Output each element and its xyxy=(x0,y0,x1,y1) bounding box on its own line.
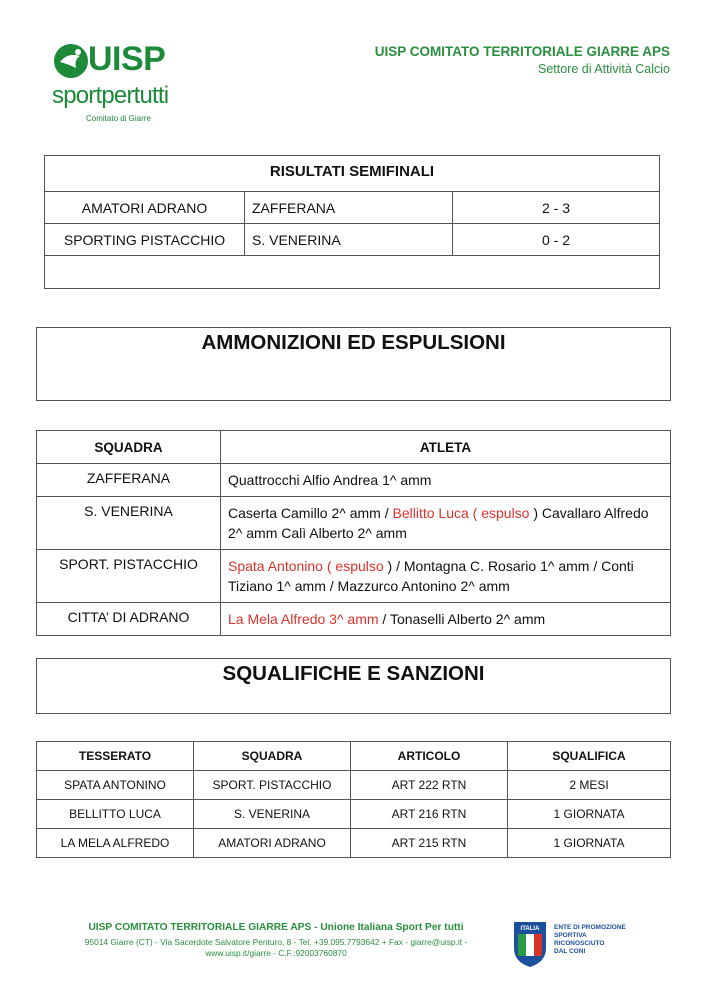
athlete-text: ) / Montagna C. Rosario 1^ amm / Conti Tiziano 1^ amm / Mazzurco Antonino 2^ amm xyxy=(228,558,634,594)
team-cell: S. VENERINA xyxy=(37,497,221,550)
table-row xyxy=(37,829,671,858)
athlete-text: / Tonaselli Alberto 2^ amm xyxy=(378,611,546,627)
away-team: ZAFFERANA xyxy=(245,192,453,224)
highlighted-athlete: La Mela Alfredo 3^ amm xyxy=(228,611,379,627)
team-cell: ZAFFERANA xyxy=(37,464,221,497)
col-header-squadra: SQUADRA xyxy=(194,742,351,771)
team-cell: CITTA’ DI ADRANO xyxy=(37,603,221,636)
cell-squadra: AMATORI ADRANO xyxy=(194,829,351,858)
logo-subtitle: Comitato di Giarre xyxy=(86,114,151,123)
footer-address: 95014 Giarre (CT) - Via Sacerdote Salvatore Penturo, 8 - Tel. +39.095.7793642 + Fax - giarre@uisp.it - www.uisp.it/giarre - C.F.:92003760870 xyxy=(84,937,468,958)
ammonizioni-table xyxy=(36,430,671,636)
cell-squalifica: 2 MESI xyxy=(508,771,671,800)
coni-line: RICONOSCIUTO xyxy=(554,940,605,947)
ammonizioni-title: AMMONIZIONI ED ESPULSIONI xyxy=(36,327,671,401)
table-row xyxy=(45,192,660,224)
italia-shield-icon xyxy=(512,920,548,968)
cell-articolo: ART 215 RTN xyxy=(351,829,508,858)
col-header-squalifica: SQUALIFICA xyxy=(508,742,671,771)
uisp-logo xyxy=(52,42,202,126)
cell-tesserato: LA MELA ALFREDO xyxy=(37,829,194,858)
expelled-athlete: Spata Antonino ( espulso xyxy=(228,558,384,574)
logo-tagline: sportpertutti xyxy=(52,82,169,109)
table-row xyxy=(45,224,660,256)
home-team: AMATORI ADRANO xyxy=(45,192,245,224)
coni-label: ITALIA xyxy=(520,926,540,932)
org-subtitle: Settore di Attività Calcio xyxy=(537,62,670,76)
cell-squalifica: 1 GIORNATA xyxy=(508,829,671,858)
logo-word: UISP xyxy=(88,40,166,78)
table-row xyxy=(37,800,671,829)
home-team: SPORTING PISTACCHIO xyxy=(45,224,245,256)
table-row xyxy=(37,550,671,603)
footer xyxy=(56,922,496,959)
results-title: RISULTATI SEMIFINALI xyxy=(45,156,660,192)
expelled-athlete: Bellitto Luca ( espulso xyxy=(392,505,530,521)
athlete-cell xyxy=(221,497,671,550)
athlete-cell xyxy=(221,464,671,497)
coni-line: SPORTIVA xyxy=(554,932,587,939)
cell-tesserato: SPATA ANTONINO xyxy=(37,771,194,800)
col-header-tesserato: TESSERATO xyxy=(37,742,194,771)
athlete-text: Caserta Camillo 2^ amm / xyxy=(228,505,393,521)
team-cell: SPORT. PISTACCHIO xyxy=(37,550,221,603)
squalifiche-table xyxy=(36,741,671,858)
col-header-atleta: ATLETA xyxy=(221,431,671,464)
table-row xyxy=(37,603,671,636)
table-row xyxy=(37,464,671,497)
table-row xyxy=(37,771,671,800)
athlete-cell xyxy=(221,603,671,636)
cell-tesserato: BELLITTO LUCA xyxy=(37,800,194,829)
org-title: UISP COMITATO TERRITORIALE GIARRE APS xyxy=(374,44,670,59)
results-table xyxy=(44,155,660,289)
cell-squalifica: 1 GIORNATA xyxy=(508,800,671,829)
coni-line: DAL CONI xyxy=(554,948,586,955)
squalifiche-title: SQUALIFICHE E SANZIONI xyxy=(36,658,671,714)
col-header-squadra: SQUADRA xyxy=(37,431,221,464)
empty-row xyxy=(45,256,660,289)
table-row xyxy=(37,497,671,550)
cell-squadra: S. VENERINA xyxy=(194,800,351,829)
score: 0 - 2 xyxy=(453,224,660,256)
coni-line: ENTE DI PROMOZIONE xyxy=(554,924,626,931)
coni-text xyxy=(554,924,626,956)
cell-articolo: ART 222 RTN xyxy=(351,771,508,800)
away-team: S. VENERINA xyxy=(245,224,453,256)
uisp-runner-icon xyxy=(52,42,90,80)
score: 2 - 3 xyxy=(453,192,660,224)
footer-title: UISP COMITATO TERRITORIALE GIARRE APS - Unione Italiana Sport Per tutti xyxy=(88,922,464,933)
athlete-text: Quattrocchi Alfio Andrea 1^ amm xyxy=(228,472,432,488)
coni-badge xyxy=(512,920,632,970)
cell-articolo: ART 216 RTN xyxy=(351,800,508,829)
cell-squadra: SPORT. PISTACCHIO xyxy=(194,771,351,800)
athlete-cell xyxy=(221,550,671,603)
athlete-text: ) Cavallaro Alfredo 2^ amm Calì Alberto 2^ amm xyxy=(228,505,649,541)
col-header-articolo: ARTICOLO xyxy=(351,742,508,771)
